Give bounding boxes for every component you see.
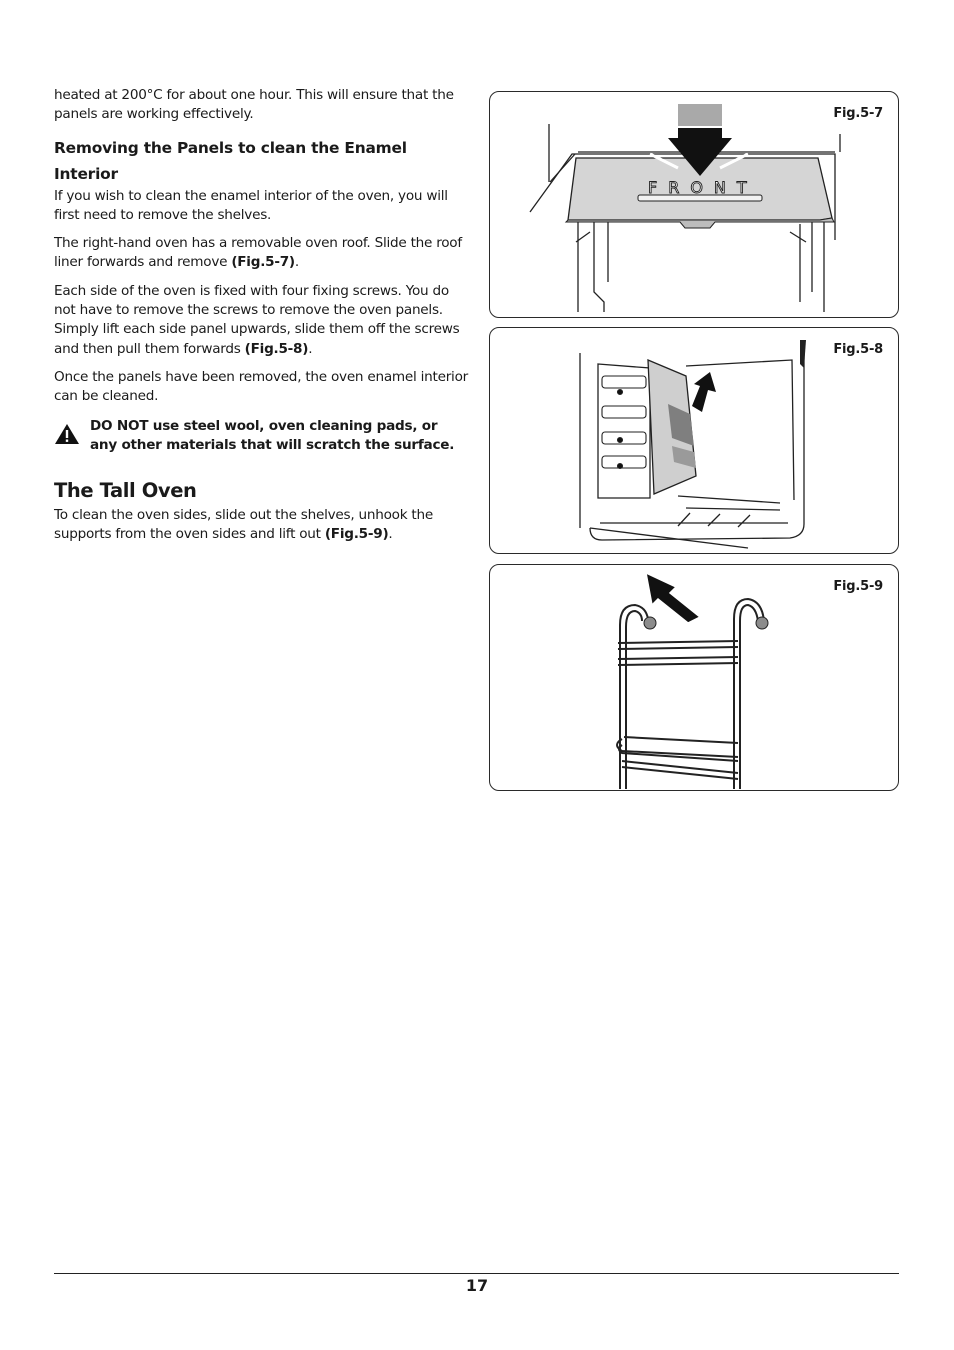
fig-5-7-reference: (Fig.5-7) [231, 254, 295, 271]
oven-roof-illustration [490, 92, 898, 317]
paragraph-tall-oven [54, 506, 468, 545]
shelf-support-illustration [490, 565, 898, 791]
subheading-removing-panels: Removing the Panels to clean the Enamel Interior [54, 138, 407, 183]
paragraph-tall-text: To clean the oven sides, slide out the shelves, unhook the supports from the oven sides and lift out [54, 507, 433, 543]
paragraph-roof-text: The right-hand oven has a removable oven roof. Slide the roof liner forwards and remove [54, 235, 462, 271]
paragraph-roof-end: . [294, 254, 299, 271]
fig-5-8-reference: (Fig.5-8) [244, 340, 309, 357]
paragraph-roof [54, 234, 468, 273]
figure-5-7 [489, 91, 899, 318]
up-arrow-icon [692, 372, 716, 412]
intro-paragraph: heated at 200°C for about one hour. This will ensure that the panels are working effectively. [54, 87, 454, 123]
warning-triangle-icon [54, 423, 80, 445]
figure-label: Fig.5-7 [833, 106, 883, 121]
page-number: 17 [465, 1276, 489, 1295]
footer-rule [54, 1273, 899, 1274]
paragraph-screws [54, 282, 468, 359]
figure-label: Fig.5-9 [833, 579, 883, 594]
left-column [54, 86, 468, 554]
warning-block [54, 417, 468, 456]
paragraph-enamel: Once the panels have been removed, the oven enamel interior can be cleaned. [54, 368, 468, 405]
paragraph-screws-text: Each side of the oven is fixed with four fixing screws. You do not have to remove the screws to remove the oven panels. Simply lift each side panel upwards, slide them off the screws and then pull them forwards [54, 282, 460, 357]
figure-5-8 [489, 327, 899, 554]
paragraph-shelves: If you wish to clean the enamel interior of the oven, you will first need to remove the shelves. [54, 187, 448, 223]
warning-text: DO NOT use steel wool, oven cleaning pads, or any other materials that will scratch the surface. [90, 417, 455, 453]
paragraph-screws-end: . [308, 340, 313, 357]
figure-5-9 [489, 564, 899, 791]
fig-5-9-reference: (Fig.5-9) [324, 526, 389, 543]
section-heading-tall-oven: The Tall Oven [54, 479, 197, 503]
side-panel-illustration [490, 328, 898, 553]
front-marking: FRONT [648, 178, 758, 197]
lift-arrow-icon [646, 573, 700, 623]
paragraph-tall-end: . [388, 526, 393, 543]
figure-label: Fig.5-8 [833, 342, 883, 357]
